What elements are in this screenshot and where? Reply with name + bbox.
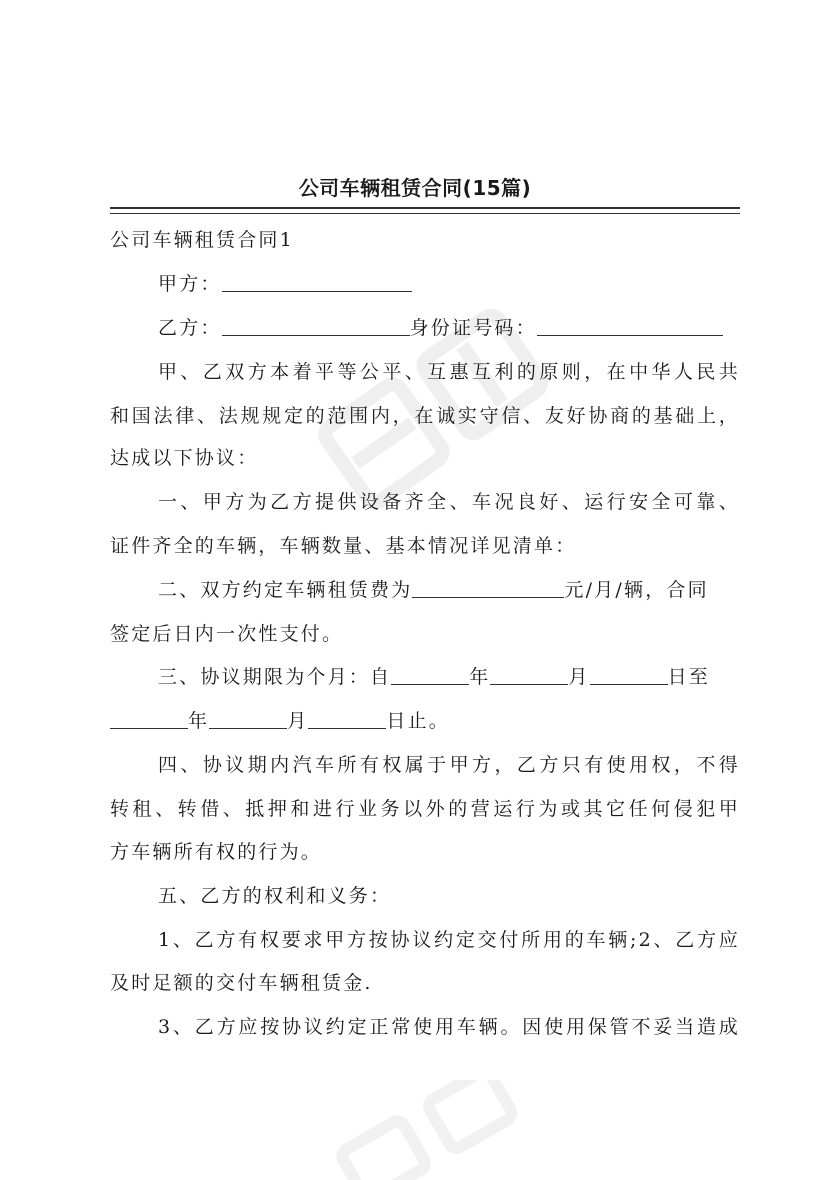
start-day-label: 日至 bbox=[667, 666, 711, 688]
clause2-line-1 bbox=[110, 578, 740, 602]
intro-line-2: 和国法律、法规规定的范围内，在诚实守信、友好协商的基础上， bbox=[110, 405, 740, 427]
end-day-label: 日止。 bbox=[386, 710, 451, 732]
clause2-part1: 二、双方约定车辆租赁费为 bbox=[158, 579, 413, 601]
end-month-label: 月 bbox=[287, 710, 309, 732]
end-day-blank bbox=[308, 710, 386, 729]
section-heading: 公司车辆租赁合同1 bbox=[110, 229, 294, 251]
rent-fee-blank bbox=[412, 579, 564, 598]
clause5-item-3: 3、乙方应按协议约定正常使用车辆。因使用保管不妥当造成 bbox=[158, 1016, 740, 1038]
start-day-blank bbox=[590, 666, 668, 685]
clause2-line-2: 签定后日内一次性支付。 bbox=[110, 623, 344, 645]
intro-line-3: 达成以下协议： bbox=[110, 447, 259, 469]
start-year-blank bbox=[391, 666, 469, 685]
clause5-heading: 五、乙方的权利和义务： bbox=[158, 885, 392, 907]
watermark-footer-icon bbox=[320, 1080, 540, 1180]
clause5-item-1: 1、乙方有权要求甲方按协议约定交付所用的车辆;2、乙方应 bbox=[158, 929, 740, 951]
clause4-line-1: 四、协议期内汽车所有权属于甲方，乙方只有使用权，不得 bbox=[158, 754, 740, 776]
clause2-part2: 元/月/辆，合同 bbox=[564, 579, 709, 601]
clause1-line-2: 证件齐全的车辆，车辆数量、基本情况详见清单： bbox=[110, 535, 577, 557]
end-month-blank bbox=[209, 710, 287, 729]
end-year-blank bbox=[110, 710, 188, 729]
intro-line-1: 甲、乙双方本着平等公平、互惠互利的原则，在中华人民共 bbox=[158, 361, 740, 383]
start-year-label: 年 bbox=[469, 666, 491, 688]
clause3-line-1 bbox=[110, 665, 740, 689]
document-title: 公司车辆租赁合同(15篇) bbox=[298, 176, 532, 200]
clause4-line-2: 转租、转借、抵押和进行业务以外的营运行为或其它任何侵犯甲 bbox=[110, 798, 740, 820]
start-month-label: 月 bbox=[568, 666, 590, 688]
id-blank bbox=[537, 317, 723, 336]
start-month-blank bbox=[490, 666, 568, 685]
end-year-label: 年 bbox=[188, 710, 210, 732]
party-a-line bbox=[110, 272, 740, 296]
clause4-line-3: 方车辆所有权的行为。 bbox=[110, 841, 323, 863]
party-b-line bbox=[110, 316, 740, 340]
party-a-blank bbox=[222, 273, 412, 292]
clause5-item-2: 及时足额的交付车辆租赁金. bbox=[110, 972, 373, 994]
clause3-part1: 三、协议期限为个月：自 bbox=[158, 666, 392, 688]
clause1-line-1: 一、甲方为乙方提供设备齐全、车况良好、运行安全可靠、 bbox=[158, 491, 740, 513]
id-label: 身份证号码： bbox=[409, 317, 537, 339]
party-a-label: 甲方： bbox=[158, 273, 222, 295]
party-b-blank bbox=[222, 317, 410, 336]
clause3-line-2 bbox=[110, 709, 740, 733]
title-divider bbox=[110, 207, 740, 214]
party-b-label: 乙方： bbox=[158, 317, 222, 339]
